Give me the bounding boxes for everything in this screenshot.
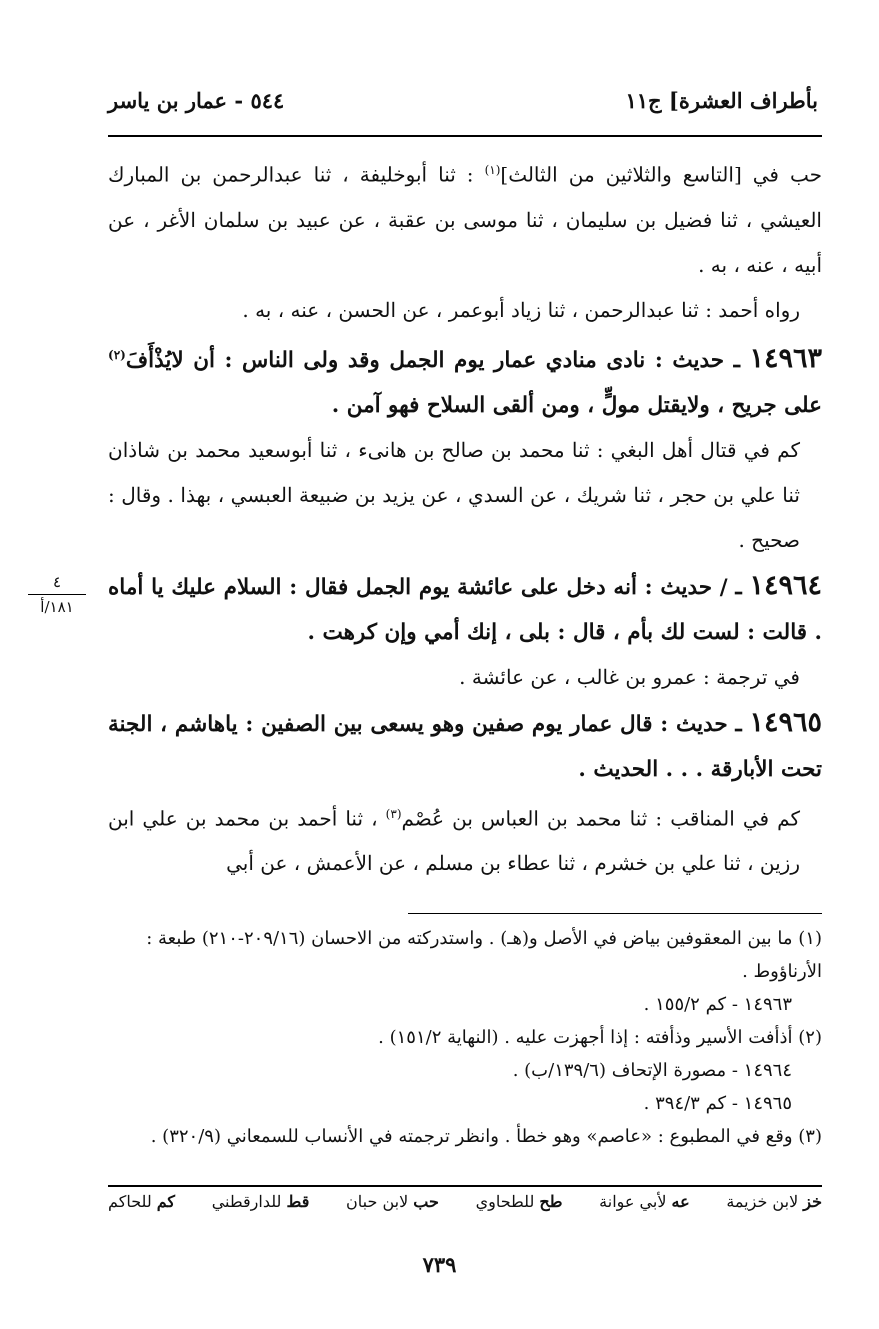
hadith-number: ١٤٩٦٤ (749, 569, 822, 601)
footnote: ١٤٩٦٣ - كم ١٥٥/٢ . (643, 994, 792, 1015)
abbreviation-item: خز لابن خزيمة (726, 1192, 822, 1211)
hadith-entry: ١٤٩٦٥ ـ حديث : قال عمار يوم صفين وهو يسعى بين الصفين : ياهاشم ، الجنة تحت الأبارقة . . . الحديث . (108, 706, 822, 782)
page-number: ٧٣٩ (422, 1252, 457, 1277)
footnote: (٣) وقع في المطبوع : «عاصم» وهو خطأ . وانظر ترجمته في الأنساب للسمعاني (٣٢٠/٩) . (150, 1126, 822, 1147)
hadith-entry: ١٤٩٦٤ ـ / حديث : أنه دخل على عائشة يوم الجمل فقال : السلام عليك يا أماه . قالت : لست لك بأم ، قال : بلى ، إنك أمي وإن كرهت . (108, 569, 822, 645)
hadith-number: ١٤٩٦٥ (749, 706, 822, 738)
paragraph: رواه أحمد : ثنا عبدالرحمن ، ثنا زياد أبوعمر ، عن الحسن ، عنه ، به . (242, 297, 800, 322)
footnote: ١٤٩٦٥ - كم ٣٩٤/٣ . (643, 1093, 792, 1114)
running-header (108, 88, 818, 124)
abbreviation-item: كم للحاكم (108, 1192, 176, 1211)
paragraph: حب في [التاسع والثلاثين من الثالث]$^{(١)}$ : ثنا أبوخليفة ، ثنا عبدالرحمن بن المبارك العيشي ، ثنا فضيل بن سليمان ، ثنا موسى بن عقبة ، عن عبيد بن سلمان الأغر ، عن أبيه ، عنه ، به . (108, 162, 823, 277)
footnote: (٢) أذأفت الأسير وذأفته : إذا أجهزت عليه . (النهاية ١٥١/٢) . (378, 1027, 822, 1048)
footnotes (108, 922, 822, 1153)
margin-note-top: ٤ (28, 572, 86, 595)
footer-rule (108, 1185, 822, 1187)
margin-note-bottom: ١٨١/أ (40, 598, 74, 616)
paragraph: كم في المناقب : ثنا محمد بن العباس بن عُصْم$^{(٣)}$ ، ثنا أحمد بن محمد بن علي ابن رزين ، ثنا علي بن خشرم ، ثنا عطاء بن مسلم ، عن الأعمش ، عن أبي (108, 806, 801, 876)
header-rule (108, 135, 822, 137)
header-book-title: بأطراف العشرة] ج١١ (625, 88, 818, 113)
paragraph: في ترجمة : عمرو بن غالب ، عن عائشة . (459, 664, 800, 689)
main-text (108, 148, 822, 886)
abbreviation-item: طح للطحاوي (475, 1192, 563, 1211)
abbreviation-item: عه لأبي عوانة (599, 1192, 690, 1211)
hadith-number: ١٤٩٦٣ (749, 342, 822, 374)
abbreviation-item: حب لابن حبان (346, 1192, 439, 1211)
footnote: (١) ما بين المعقوفين بياض في الأصل و(هـ) . واستدركته من الاحسان (٢٠٩/١٦-٢١٠) طبعة : الأرناؤوط . (146, 928, 822, 982)
margin-note (28, 572, 86, 617)
footnote-rule (408, 913, 822, 914)
paragraph: كم في قتال أهل البغي : ثنا محمد بن صالح بن هانىء ، ثنا أبوسعيد محمد بن شاذان ثنا علي بن حجر ، ثنا شريك ، عن السدي ، عن يزيد بن ضبيعة العبسي ، بهذا . وقال : صحيح . (108, 437, 800, 552)
abbreviation-item: قط للدارقطني (211, 1192, 310, 1211)
hadith-entry: ١٤٩٦٣ ـ حديث : نادى منادي عمار يوم الجمل وقد ولى الناس : أن لايُذْأَفَ$^{(٢)}$ على جريح ، ولايقتل مولٍّ ، ومن ألقى السلاح فهو آمن . (108, 342, 822, 418)
footnote: ١٤٩٦٤ - مصورة الإتحاف (١٣٩/٦/ب) . (512, 1060, 792, 1081)
abbreviation-key (108, 1192, 822, 1211)
header-section-title: ٥٤٤ - عمار بن ياسر (108, 88, 285, 113)
